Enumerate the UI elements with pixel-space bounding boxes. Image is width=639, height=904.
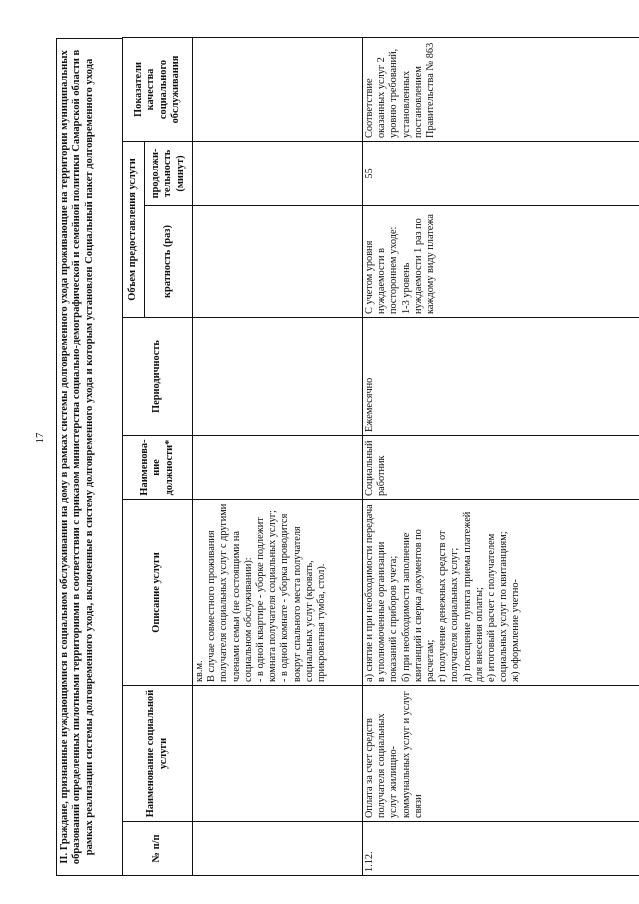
services-table bbox=[122, 37, 639, 876]
cell-position: Социальный работник bbox=[363, 436, 639, 500]
cell-duration bbox=[193, 141, 363, 205]
cell-num bbox=[193, 822, 363, 876]
table-row bbox=[363, 37, 639, 875]
header-volume: Объем предоставления услуги bbox=[123, 141, 145, 317]
cell-quality: Соответствие оказанных услуг 2 уровню требований, установленных постановлением Правительства № 863 bbox=[363, 37, 639, 141]
cell-service-name: Оплата за счет средств получателя социальных услуг жилищно-коммунальных услуг и услуг связи bbox=[363, 686, 639, 822]
header-service-name: Наименование социальной услуги bbox=[123, 686, 193, 822]
cell-multiplicity: С учетом уровня нуждаемости в постороннем уходе: 1-3 уровень нуждаемости 1 раз по каждому виду платежа bbox=[363, 206, 639, 318]
header-multiplicity: кратность (раз) bbox=[145, 206, 193, 318]
header-num: № п/п bbox=[123, 822, 193, 876]
cell-position bbox=[193, 436, 363, 500]
cell-description: а) снятие и при необходимости передача в уполномоченные организации показаний с приборов учета; б) при необходимости заполнение квитанций и сверка документов по расчетам; г) получение денежных средств от получателя социальных услуг; д) посещение пункта приема платежей для внесения оплаты; е) итоговый расчет с получателем социальных услуг по квитанциям; ж) оформление учетно- bbox=[363, 500, 639, 686]
table-row bbox=[193, 37, 363, 875]
rotated-page bbox=[56, 38, 622, 876]
cell-quality bbox=[193, 37, 363, 141]
page-number: 17 bbox=[34, 432, 46, 444]
document-body bbox=[56, 38, 622, 876]
cell-frequency: Ежемесячно bbox=[363, 318, 639, 436]
cell-service-name bbox=[193, 686, 363, 822]
cell-duration: 55 bbox=[363, 141, 639, 205]
header-duration: продолжи-тельность (минут) bbox=[145, 141, 193, 205]
section-heading: II. Граждане, признанные нуждающимися в социальном обслуживании на дому в рамках системы долговременного ухода проживающие на территории муниципальных образований определенных пилотными территориями в соответствии с приказом министерства социально-демографической и семейной политики Самарской области в рамках реализации системы долговременного ухода, включенные в систему долговременного ухода и которым установлен Социальный пакет долговременного ухода bbox=[56, 38, 122, 876]
header-frequency: Периодичность bbox=[123, 318, 193, 436]
cell-num: 1.12. bbox=[363, 822, 639, 876]
cell-frequency bbox=[193, 318, 363, 436]
header-position: Наименова-ние должности* bbox=[123, 436, 193, 500]
header-description: Описание услуги bbox=[123, 500, 193, 686]
cell-multiplicity bbox=[193, 206, 363, 318]
cell-description: кв.м. В случае совместного проживания получателя социальных услуг с другими членами семьи (не состоящими на социальном обслуживании): - в одной квартире - уборке подлежит комната получателя социальных услуг; - в одной комнате - уборка проводится вокруг спального места получателя социальных услуг (кровать, прикроватная тумба, стол). bbox=[193, 500, 363, 686]
header-quality: Показатели качества социального обслуживания bbox=[123, 37, 193, 141]
